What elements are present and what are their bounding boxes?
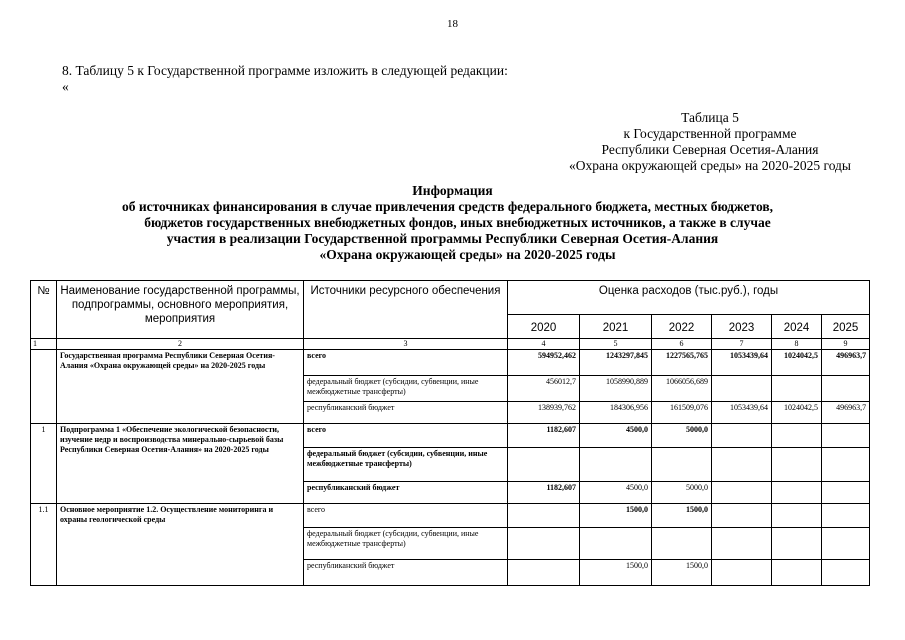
row-value bbox=[712, 424, 772, 448]
caption-line: «Охрана окружающей среды» на 2020-2025 годы bbox=[568, 158, 851, 173]
table-row bbox=[31, 424, 870, 448]
row-value: 1182,607 bbox=[508, 424, 580, 448]
row-value bbox=[772, 482, 822, 504]
row-value bbox=[580, 448, 652, 482]
row-value bbox=[652, 448, 712, 482]
row-source: всего bbox=[304, 350, 508, 376]
row-value: 1500,0 bbox=[580, 504, 652, 528]
row-source: республиканский бюджет bbox=[304, 560, 508, 586]
header-year: 2024 bbox=[772, 315, 822, 339]
row-value bbox=[508, 560, 580, 586]
row-value: 1243297,845 bbox=[580, 350, 652, 376]
index-cell: 1 bbox=[31, 339, 57, 350]
instruction-text: 8. Таблицу 5 к Государственной программе изложить в следующей редакции: bbox=[62, 63, 508, 78]
index-cell: 4 bbox=[508, 339, 580, 350]
index-cell: 6 bbox=[652, 339, 712, 350]
row-value: 1182,607 bbox=[508, 482, 580, 504]
row-num: 1.1 bbox=[31, 504, 57, 586]
row-value: 4500,0 bbox=[580, 424, 652, 448]
page-number: 18 bbox=[447, 18, 458, 30]
row-source: федеральный бюджет (субсидии, субвенции, иные межбюджетные трансферты) bbox=[304, 376, 508, 402]
row-num bbox=[31, 350, 57, 424]
row-source: республиканский бюджет bbox=[304, 482, 508, 504]
financing-table bbox=[30, 280, 870, 586]
row-value bbox=[822, 448, 870, 482]
row-value bbox=[772, 504, 822, 528]
row-value: 496963,7 bbox=[822, 350, 870, 376]
row-value: 1500,0 bbox=[652, 560, 712, 586]
row-value: 496963,7 bbox=[822, 402, 870, 424]
table-row bbox=[31, 350, 870, 376]
title-line: «Охрана окружающей среды» на 2020-2025 годы bbox=[319, 247, 616, 262]
row-value: 1053439,64 bbox=[712, 402, 772, 424]
header-sources: Источники ресурсного обеспечения bbox=[304, 281, 508, 339]
row-value: 594952,462 bbox=[508, 350, 580, 376]
row-value bbox=[772, 376, 822, 402]
row-num: 1 bbox=[31, 424, 57, 504]
row-value: 456012,7 bbox=[508, 376, 580, 402]
row-value bbox=[822, 528, 870, 560]
row-name: Государственная программа Республики Северная Осетия-Алания «Охрана окружающей среды» на 2020-2025 годы bbox=[57, 350, 304, 424]
row-value: 1500,0 bbox=[580, 560, 652, 586]
row-value bbox=[772, 448, 822, 482]
row-value: 1066056,689 bbox=[652, 376, 712, 402]
row-source: всего bbox=[304, 424, 508, 448]
row-value bbox=[822, 482, 870, 504]
row-value: 5000,0 bbox=[652, 424, 712, 448]
header-year: 2022 bbox=[652, 315, 712, 339]
header-year: 2021 bbox=[580, 315, 652, 339]
row-value bbox=[580, 528, 652, 560]
row-value: 1500,0 bbox=[652, 504, 712, 528]
row-value: 184306,956 bbox=[580, 402, 652, 424]
caption-line: Республики Северная Осетия-Алания bbox=[601, 142, 819, 157]
row-value: 161509,076 bbox=[652, 402, 712, 424]
row-value bbox=[712, 376, 772, 402]
row-value: 1058990,889 bbox=[580, 376, 652, 402]
row-value: 1024042,5 bbox=[772, 350, 822, 376]
row-source: всего bbox=[304, 504, 508, 528]
row-value bbox=[712, 528, 772, 560]
table-row bbox=[31, 504, 870, 528]
row-value bbox=[652, 528, 712, 560]
title-line: бюджетов государственных внебюджетных фондов, иных внебюджетных источников, а также в случае bbox=[144, 215, 771, 230]
row-value: 1024042,5 bbox=[772, 402, 822, 424]
row-source: республиканский бюджет bbox=[304, 402, 508, 424]
index-cell: 9 bbox=[822, 339, 870, 350]
column-index-row bbox=[31, 339, 870, 350]
index-cell: 7 bbox=[712, 339, 772, 350]
index-cell: 3 bbox=[304, 339, 508, 350]
row-source: федеральный бюджет (субсидии, субвенции, иные межбюджетные трансферты) bbox=[304, 448, 508, 482]
title-line: об источниках финансирования в случае привлечения средств федерального бюджета, местных бюджетов, bbox=[121, 199, 774, 214]
row-value bbox=[822, 376, 870, 402]
row-value bbox=[712, 448, 772, 482]
header-name: Наименование государственной программы, подпрограммы, основного мероприятия, мероприятия bbox=[57, 281, 304, 339]
opening-quote: « bbox=[62, 79, 69, 94]
table-caption bbox=[520, 110, 900, 174]
row-value bbox=[822, 504, 870, 528]
caption-line: к Государственной программе bbox=[623, 126, 797, 141]
title-line: Информация bbox=[412, 183, 493, 198]
row-value: 1227565,765 bbox=[652, 350, 712, 376]
row-value bbox=[822, 560, 870, 586]
title-line: участия в реализации Государственной программы Республики Северная Осетия-Алания bbox=[166, 231, 719, 246]
header-year: 2020 bbox=[508, 315, 580, 339]
row-value: 5000,0 bbox=[652, 482, 712, 504]
row-value bbox=[772, 528, 822, 560]
header-year: 2023 bbox=[712, 315, 772, 339]
header-estimate: Оценка расходов (тыс.руб.), годы bbox=[508, 281, 870, 315]
row-value bbox=[772, 424, 822, 448]
row-value bbox=[772, 560, 822, 586]
row-value: 138939,762 bbox=[508, 402, 580, 424]
row-value: 4500,0 bbox=[580, 482, 652, 504]
header-year: 2025 bbox=[822, 315, 870, 339]
row-value bbox=[508, 448, 580, 482]
index-cell: 2 bbox=[57, 339, 304, 350]
caption-line: Таблица 5 bbox=[681, 110, 739, 125]
header-num: № bbox=[31, 281, 57, 339]
row-value bbox=[508, 504, 580, 528]
document-title bbox=[30, 183, 875, 263]
row-name: Подпрограмма 1 «Обеспечение экологической безопасности, изучение недр и воспроизводства минерально-сырьевой базы Республики Северная Осетия-Алания» на 2020-2025 годы bbox=[57, 424, 304, 504]
row-source: федеральный бюджет (субсидии, субвенции, иные межбюджетные трансферты) bbox=[304, 528, 508, 560]
index-cell: 8 bbox=[772, 339, 822, 350]
row-value bbox=[712, 504, 772, 528]
row-name: Основное мероприятие 1.2. Осуществление мониторинга и охраны геологической среды bbox=[57, 504, 304, 586]
row-value bbox=[508, 528, 580, 560]
index-cell: 5 bbox=[580, 339, 652, 350]
row-value bbox=[712, 482, 772, 504]
row-value bbox=[822, 424, 870, 448]
row-value bbox=[712, 560, 772, 586]
row-value: 1053439,64 bbox=[712, 350, 772, 376]
